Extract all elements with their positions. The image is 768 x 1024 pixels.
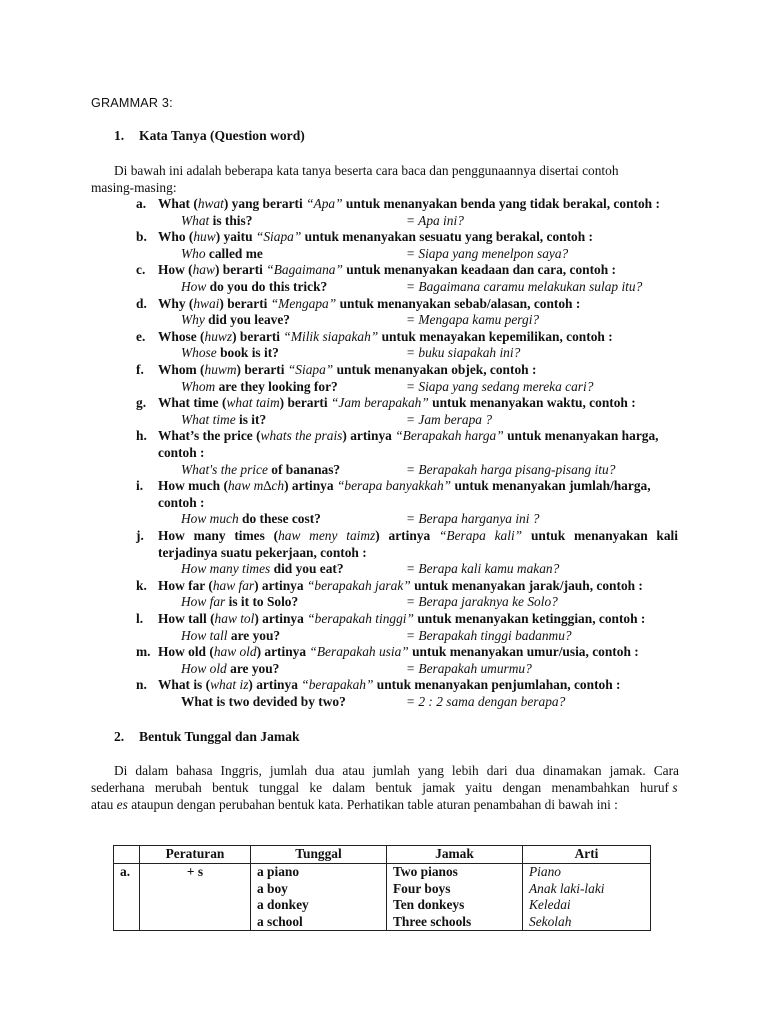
item-pronunciation: whats the prais [260, 428, 343, 443]
plural-item: Three schools [393, 913, 472, 929]
item-relation: berarti [287, 395, 328, 410]
question-word-example [0, 511, 768, 527]
item-relation: yaitu [223, 229, 253, 244]
item-meaning: “Berapakah usia” [309, 644, 409, 659]
example-question-word: How many times [181, 561, 271, 576]
item-description: How tall (haw tol) artinya “berapakah tinggi” untuk menanyakan ketinggian, contoh : [158, 611, 646, 626]
meaning-item: Sekolah [529, 913, 572, 929]
item-relation: berarti [227, 296, 268, 311]
item-purpose: untuk menanyakan penjumlahan, contoh : [376, 677, 621, 692]
page-heading: GRAMMAR 3: [91, 96, 173, 110]
example-question [181, 594, 298, 610]
example-answer: = Berapakah tinggi badanmu? [406, 628, 572, 643]
item-purpose: untuk menanyakan harga, [507, 428, 659, 443]
item-meaning: “Bagaimana” [266, 262, 343, 277]
question-word-item [0, 395, 768, 411]
example-answer: = Siapa yang menelpon saya? [406, 246, 569, 261]
item-letter: d. [136, 296, 147, 311]
item-meaning: “Siapa” [255, 229, 302, 244]
section-1-intro-line-2: masing-masing: [91, 180, 177, 195]
item-description: How far (haw far) artinya “berapakah jarak” untuk menanyakan jarak/jauh, contoh : [158, 578, 643, 593]
item-description: What’s the price (whats the prais) artinya “Berapakah harga” untuk menanyakan harga, [158, 428, 659, 443]
section-2-paragraph-line-3 [91, 797, 618, 813]
item-description: What (hwat) yang berarti “Apa” untuk menanyakan benda yang tidak berakal, contoh : [158, 196, 660, 211]
question-word-example [0, 661, 768, 677]
question-word-example [0, 246, 768, 262]
example-question-rest: called me [208, 246, 263, 261]
table-header-rule: Peraturan [140, 846, 251, 864]
question-word-item [0, 196, 768, 212]
item-letter: m. [136, 644, 151, 659]
item-continuation: contoh : [158, 495, 205, 510]
item-purpose: untuk menanyakan ketinggian, contoh : [417, 611, 646, 626]
item-letter: i. [136, 478, 144, 493]
item-letter: l. [136, 611, 144, 626]
singular-item: a piano [257, 864, 300, 879]
item-meaning: “Milik siapakah” [283, 329, 379, 344]
plural-item: Ten donkeys [393, 897, 465, 913]
item-pronunciation: haw old [213, 644, 257, 659]
example-question-rest: are they looking for? [218, 379, 338, 394]
example-question [181, 379, 338, 395]
item-purpose: untuk menanyakan waktu, contoh : [432, 395, 636, 410]
plural-item: Two pianos [393, 864, 458, 879]
table-header-meaning: Arti [523, 846, 651, 864]
item-letter: h. [136, 428, 147, 443]
example-question-rest: are you? [230, 628, 281, 643]
item-pronunciation: huw [193, 229, 216, 244]
example-question-word: Whose [181, 345, 217, 360]
item-purpose: untuk menanyakan sesuatu yang berakal, contoh : [304, 229, 593, 244]
item-description: Who (huw) yaitu “Siapa” untuk menanyakan sesuatu yang berakal, contoh : [158, 229, 593, 244]
question-word-item [0, 478, 768, 494]
example-question-word: How tall [181, 628, 228, 643]
item-letter: j. [136, 528, 144, 543]
item-word: Whose [158, 329, 197, 344]
table-header-singular: Tunggal [251, 846, 387, 864]
item-letter: n. [136, 677, 147, 692]
item-meaning: “berapa banyakkah” [336, 478, 452, 493]
item-purpose: untuk menanyakan jumlah/harga, [454, 478, 651, 493]
item-word: How [158, 262, 185, 277]
example-question-rest: is it? [239, 412, 267, 427]
item-letter: a. [136, 196, 147, 211]
item-word: What [158, 196, 190, 211]
example-question-rest: do these cost? [242, 511, 321, 526]
table-cell-singular [251, 864, 387, 931]
item-pronunciation: what iz [210, 677, 249, 692]
example-question [181, 694, 346, 710]
item-description: How old (haw old) artinya “Berapakah usia” untuk menanyakan umur/usia, contoh : [158, 644, 639, 659]
item-meaning: “Jam berapakah” [330, 395, 429, 410]
example-question-rest: are you? [230, 661, 280, 676]
example-question-rest: of bananas? [271, 462, 341, 477]
question-word-example [0, 412, 768, 428]
item-relation: artinya [261, 578, 304, 593]
example-question [181, 213, 252, 229]
item-pronunciation: hwai [193, 296, 220, 311]
item-relation: berarti [239, 329, 281, 344]
section-2-text-2: sederhana merubah bentuk tunggal ke dalam bentuk jamak yaitu dengan menambahkan huruf [91, 780, 669, 795]
example-question [181, 462, 340, 478]
question-word-example [0, 561, 768, 577]
question-word-example [0, 594, 768, 610]
example-question [181, 312, 290, 328]
section-2-letter-s: s [672, 780, 678, 795]
item-letter: c. [136, 262, 146, 277]
item-letter: f. [136, 362, 144, 377]
example-answer: = Berapa harganya ini ? [406, 511, 540, 526]
example-question-word: Why [181, 312, 205, 327]
item-meaning: “Berapa kali” [438, 528, 523, 543]
question-word-example [0, 379, 768, 395]
example-question [181, 345, 279, 361]
table-cell-plural [387, 864, 523, 931]
item-word: How much [158, 478, 221, 493]
item-description: Why (hwai) berarti “Mengapa” untuk menanyakan sebab/alasan, contoh : [158, 296, 581, 311]
example-answer: = Berapa jaraknya ke Solo? [406, 594, 558, 609]
item-pronunciation: what taim [226, 395, 280, 410]
item-purpose: untuk menanyakan kali [530, 528, 679, 543]
item-pronunciation: haw far [212, 578, 255, 593]
item-purpose: untuk menanyakan umur/usia, contoh : [412, 644, 639, 659]
question-word-item-continuation [0, 545, 768, 561]
example-question-rest: did you eat? [273, 561, 344, 576]
item-meaning: “berapakah tinggi” [307, 611, 414, 626]
example-question-word: What [181, 213, 210, 228]
example-answer: = Berapa kali kamu makan? [406, 561, 560, 576]
example-answer: = Siapa yang sedang mereka cari? [406, 379, 594, 394]
question-word-item [0, 578, 768, 594]
item-meaning: “Mengapa” [270, 296, 337, 311]
section-2-paragraph-line-2 [91, 780, 679, 796]
item-pronunciation: haw meny taimz [278, 528, 376, 543]
item-relation: artinya [291, 478, 334, 493]
item-meaning: “berapakah” [301, 677, 374, 692]
item-purpose: untuk menanyakan keadaan dan cara, contoh : [346, 262, 617, 277]
question-word-item [0, 262, 768, 278]
meaning-item: Anak laki-laki [529, 880, 605, 896]
example-question [181, 412, 266, 428]
table-header-row [114, 846, 651, 864]
question-word-item [0, 329, 768, 345]
item-word: How many times [158, 528, 265, 543]
item-pronunciation: hwat [197, 196, 224, 211]
item-relation: berarti [244, 362, 285, 377]
example-question [181, 279, 327, 295]
question-word-example [0, 628, 768, 644]
example-answer: = Berapakah harga pisang-pisang itu? [406, 462, 616, 477]
question-word-item [0, 644, 768, 660]
section-2-paragraph-line-1 [114, 763, 679, 779]
example-answer: = Bagaimana caramu melakukan sulap itu? [406, 279, 643, 294]
question-word-example [0, 462, 768, 478]
item-purpose: untuk menanyakan benda yang tidak berakal, contoh : [345, 196, 660, 211]
example-question-word: What time [181, 412, 236, 427]
item-word: What’s the price [158, 428, 253, 443]
item-description: Whose (huwz) berarti “Milik siapakah” untuk menayakan kepemilikan, contoh : [158, 329, 613, 344]
item-purpose: untuk menanyakan objek, contoh : [336, 362, 537, 377]
item-pronunciation: haw m∆ch [227, 478, 285, 493]
item-meaning: “Siapa” [287, 362, 334, 377]
example-question [181, 661, 279, 677]
singular-item: a school [257, 913, 303, 929]
item-description: Whom (huwm) berarti “Siapa” untuk menanyakan objek, contoh : [158, 362, 537, 377]
example-question-word: What's the price [181, 462, 268, 477]
section-2-text-1: Di dalam bahasa Inggris, jumlah dua atau jumlah yang lebih dari dua dinamakan jamak. Cara [114, 763, 679, 778]
meaning-item: Keledai [529, 897, 571, 913]
question-word-item [0, 677, 768, 693]
question-word-item [0, 611, 768, 627]
section-2-text-3c: ataupun dengan perubahan bentuk kata. Perhatikan table aturan penambahan di bawah ini : [131, 797, 618, 812]
example-question [181, 511, 321, 527]
example-question-word: How old [181, 661, 227, 676]
example-question-rest: What is two devided by two? [181, 694, 346, 709]
question-word-item [0, 229, 768, 245]
item-letter: e. [136, 329, 146, 344]
section-1-intro-line-1: Di bawah ini adalah beberapa kata tanya beserta cara baca dan penggunaannya disertai contoh [114, 163, 619, 178]
section-1-label: Kata Tanya (Question word) [139, 128, 305, 143]
table-header-plural: Jamak [387, 846, 523, 864]
item-pronunciation: haw [192, 262, 215, 277]
meaning-item: Piano [529, 864, 561, 879]
example-answer: = Mengapa kamu pergi? [406, 312, 540, 327]
section-2-number: 2. [114, 729, 125, 744]
item-word: What time [158, 395, 219, 410]
section-2-letters-es: es [116, 797, 128, 812]
item-word: How far [158, 578, 205, 593]
item-description: How many times (haw meny taimz) artinya “Berapa kali” untuk menanyakan kali [158, 528, 679, 543]
item-word: Why [158, 296, 186, 311]
item-continuation: terjadinya suatu pekerjaan, contoh : [158, 545, 367, 560]
item-relation: artinya [350, 428, 392, 443]
item-meaning: “berapakah jarak” [306, 578, 411, 593]
item-word: How tall [158, 611, 207, 626]
example-question-word: How much [181, 511, 239, 526]
question-word-example [0, 694, 768, 710]
question-word-item-continuation [0, 495, 768, 511]
example-question-word: How far [181, 594, 226, 609]
item-meaning: “Apa” [306, 196, 343, 211]
section-2-label: Bentuk Tunggal dan Jamak [139, 729, 300, 744]
item-relation: artinya [262, 611, 304, 626]
example-question [181, 561, 344, 577]
item-word: Whom [158, 362, 197, 377]
question-word-item [0, 528, 768, 544]
question-word-item [0, 362, 768, 378]
table-cell-rule: + s [140, 864, 251, 931]
section-2-text-3a: atau [91, 797, 114, 812]
item-description: What is (what iz) artinya “berapakah” untuk menanyakan penjumlahan, contoh : [158, 677, 621, 692]
item-pronunciation: haw tol [214, 611, 255, 626]
item-relation: yang berarti [231, 196, 303, 211]
item-purpose: untuk menanyakan jarak/jauh, contoh : [414, 578, 643, 593]
item-purpose: untuk menayakan kepemilikan, contoh : [381, 329, 613, 344]
plural-item: Four boys [393, 880, 451, 896]
example-answer: = Apa ini? [406, 213, 464, 228]
table-cell-letter: a. [114, 864, 140, 931]
example-question [181, 246, 263, 262]
item-pronunciation: huwz [204, 329, 233, 344]
example-question-word: Whom [181, 379, 216, 394]
item-letter: k. [136, 578, 147, 593]
item-letter: b. [136, 229, 147, 244]
example-question-word: How [181, 279, 207, 294]
example-question-rest: do you do this trick? [209, 279, 328, 294]
question-word-example [0, 213, 768, 229]
item-description: What time (what taim) berarti “Jam berapakah” untuk menanyakan waktu, contoh : [158, 395, 636, 410]
item-word: What is [158, 677, 203, 692]
example-question-rest: is this? [212, 213, 253, 228]
example-question-rest: book is it? [220, 345, 279, 360]
item-pronunciation: huwm [204, 362, 237, 377]
example-answer: = buku siapakah ini? [406, 345, 521, 360]
item-continuation: contoh : [158, 445, 205, 460]
item-relation: artinya [388, 528, 431, 543]
example-question [181, 628, 280, 644]
item-word: How old [158, 644, 206, 659]
item-relation: berarti [222, 262, 263, 277]
example-answer: = 2 : 2 sama dengan berapa? [406, 694, 566, 709]
example-question-rest: did you leave? [208, 312, 290, 327]
table-header-letter [114, 846, 140, 864]
item-relation: artinya [256, 677, 298, 692]
example-answer: = Berapakah umurmu? [406, 661, 532, 676]
item-description: How (haw) berarti “Bagaimana” untuk menanyakan keadaan dan cara, contoh : [158, 262, 617, 277]
question-word-item-continuation [0, 445, 768, 461]
example-answer: = Jam berapa ? [406, 412, 493, 427]
item-purpose: untuk menanyakan sebab/alasan, contoh : [339, 296, 581, 311]
item-description: How much (haw m∆ch) artinya “berapa banyakkah” untuk menanyakan jumlah/harga, [158, 478, 651, 493]
item-letter: g. [136, 395, 147, 410]
example-question-word: Who [181, 246, 206, 261]
plural-rules-table [113, 845, 651, 931]
question-word-item [0, 428, 768, 444]
item-word: Who [158, 229, 186, 244]
question-word-example [0, 345, 768, 361]
singular-item: a donkey [257, 897, 309, 913]
question-word-example [0, 312, 768, 328]
item-meaning: “Berapakah harga” [395, 428, 504, 443]
example-question-rest: is it to Solo? [228, 594, 299, 609]
section-1-number: 1. [114, 128, 125, 143]
item-relation: artinya [264, 644, 307, 659]
table-row [114, 864, 651, 931]
table-cell-meaning [523, 864, 651, 931]
question-word-example [0, 279, 768, 295]
singular-item: a boy [257, 880, 288, 896]
question-word-item [0, 296, 768, 312]
